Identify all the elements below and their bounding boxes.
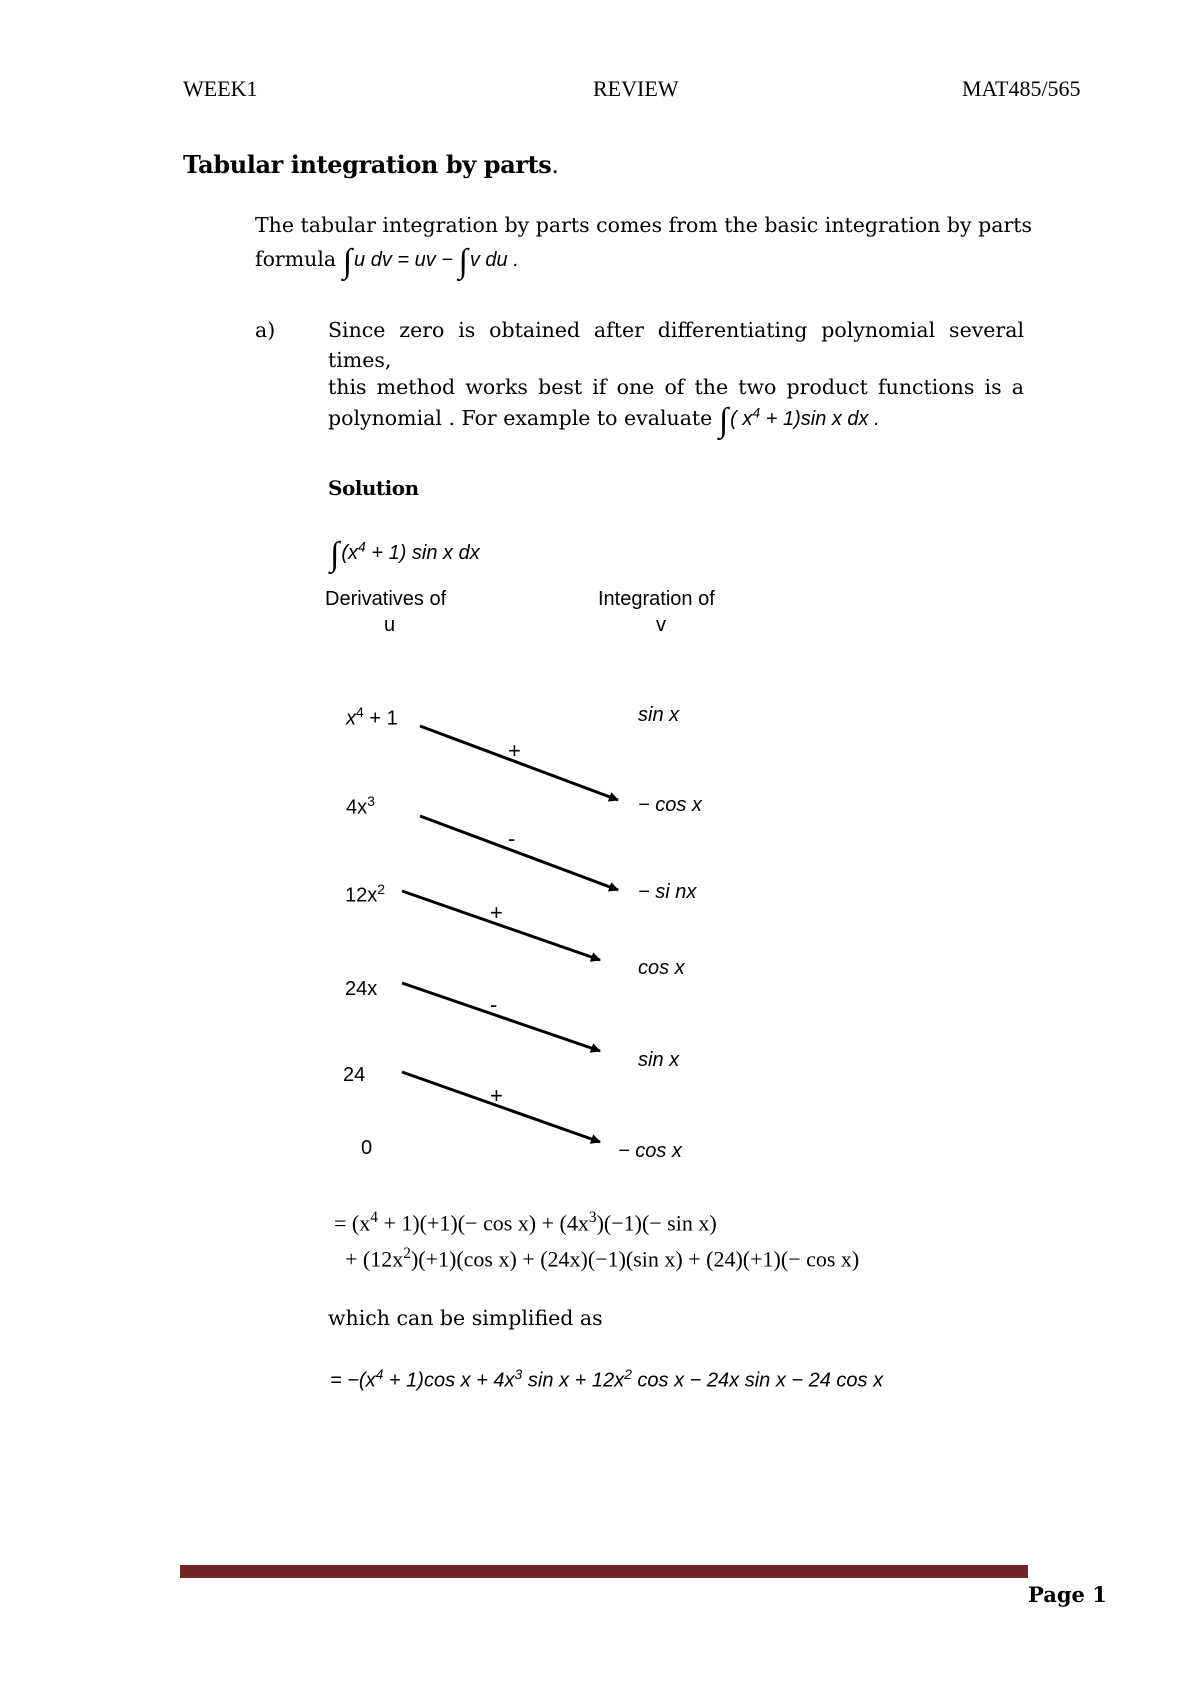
example-integral-base: ( x <box>730 408 753 430</box>
page-number: Page 1 <box>1028 1582 1107 1607</box>
item-a-text3: polynomial . For example to evaluate <box>328 406 713 430</box>
v-row-3: − si nx <box>638 881 697 903</box>
result-line1-d: 3 <box>588 1209 597 1226</box>
formula-part2: v du . <box>469 249 519 271</box>
formula-part1: u dv = uv − <box>354 249 459 271</box>
header-right: MAT485/565 <box>962 76 1081 101</box>
u-row-1-exp: 4 <box>356 704 364 720</box>
header-left: WEEK1 <box>183 76 258 101</box>
solution-integral-base: (x <box>341 542 358 564</box>
simplify-text: which can be simplified as <box>328 1306 603 1330</box>
integral-sign-2: ∫ <box>458 243 468 280</box>
col-v-heading-2: v <box>656 614 666 636</box>
example-integral-rest: + 1)sin x dx . <box>760 408 880 430</box>
col-u-heading-1: Derivatives of <box>325 588 447 610</box>
title-suffix: . <box>551 151 559 179</box>
header-center: REVIEW <box>593 76 679 101</box>
result-line2-b: 2 <box>403 1245 411 1262</box>
sign-2: - <box>508 826 516 851</box>
u-row-6-base: 0 <box>361 1137 373 1159</box>
solution-heading: Solution <box>328 476 419 500</box>
v-row-5: sin x <box>638 1049 680 1071</box>
col-v-heading-1: Integration of <box>598 588 715 610</box>
v-row-4: cos x <box>638 957 685 979</box>
result-line2-c: )(+1)(cos x) + (24x)(−1)(sin x) + (24)(+1)(− cos x) <box>410 1246 860 1272</box>
solution-integral-rest: + 1) sin x dx <box>365 542 480 564</box>
example-integral-exp: 4 <box>752 404 761 421</box>
u-row-2-base: 4x <box>346 796 368 819</box>
u-row-4-base: 24x <box>345 978 378 1000</box>
final-g: cos x − 24x sin x − 24 cos x <box>631 1369 884 1392</box>
intro-line1: The tabular integration by parts comes from the basic integration by parts <box>255 213 1033 237</box>
u-row-3-base: 12x <box>345 884 378 907</box>
v-row-1: sin x <box>638 704 680 726</box>
final-c: + 1)cos x + 4x <box>383 1369 515 1392</box>
final-d: 3 <box>514 1366 523 1382</box>
integral-sign-4: ∫ <box>330 536 340 573</box>
item-a-text1: Since zero is obtained after differentiating polynomial several times, <box>328 318 1024 372</box>
result-line1-a: = (x <box>334 1210 371 1236</box>
solution-integral-exp: 4 <box>358 538 366 555</box>
sign-3: + <box>490 900 503 925</box>
title-text: Tabular integration by parts <box>183 150 552 179</box>
v-row-2: − cos x <box>638 794 702 816</box>
result-line2 <box>345 1245 859 1272</box>
v-row-6: − cos x <box>618 1140 682 1162</box>
u-row-2-exp: 3 <box>367 793 375 809</box>
final-e: sin x + 12x <box>522 1369 625 1392</box>
u-row-1-base: x <box>346 707 356 730</box>
sign-1: + <box>508 738 521 763</box>
intro-formula-prefix: formula <box>255 247 337 271</box>
integral-sign-1: ∫ <box>342 243 353 280</box>
col-u-heading-2: u <box>384 614 396 636</box>
sign-5: + <box>490 1083 503 1108</box>
final-b: 4 <box>375 1366 384 1382</box>
result-line1-e: )(−1)(− sin x) <box>596 1210 717 1236</box>
integral-sign-3: ∫ <box>718 402 729 439</box>
result-line2-a: + (12x <box>345 1246 404 1272</box>
final-result <box>330 1366 883 1393</box>
u-row-5-base: 24 <box>343 1064 366 1086</box>
item-a-text2: this method works best if one of the two product functions is a <box>328 375 1024 399</box>
result-line1 <box>334 1209 717 1236</box>
arrow-2 <box>420 816 618 890</box>
u-row-3-exp: 2 <box>377 881 386 897</box>
arrow-4 <box>402 983 600 1051</box>
result-line1-b: 4 <box>370 1209 378 1226</box>
item-a-marker: a) <box>255 318 276 342</box>
footer-bar <box>180 1565 1028 1578</box>
final-a: = −(x <box>330 1369 376 1392</box>
result-line1-c: + 1)(+1)(− cos x) + (4x <box>377 1210 589 1236</box>
sign-4: - <box>490 992 498 1017</box>
u-row-1-tail: + 1 <box>363 707 398 730</box>
final-f: 2 <box>624 1366 632 1382</box>
